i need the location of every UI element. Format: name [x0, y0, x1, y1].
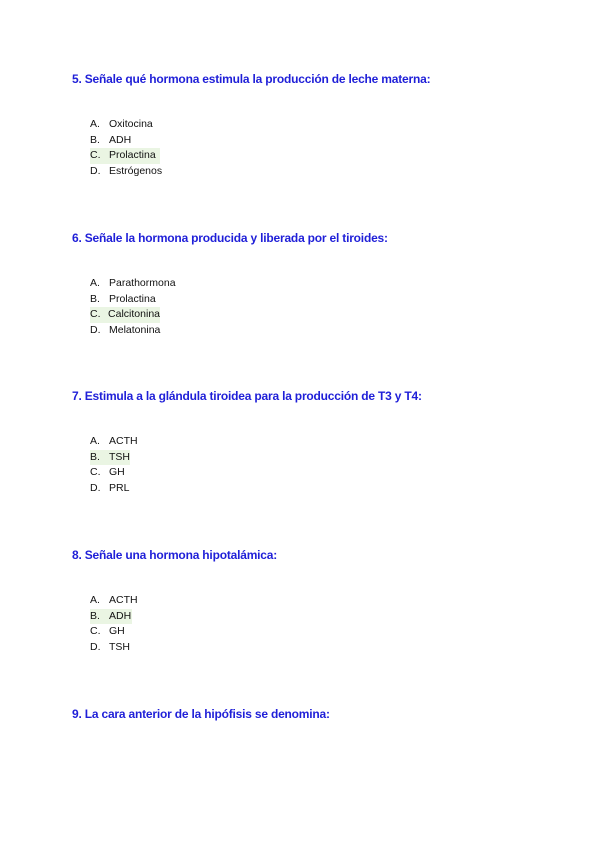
- option-letter: A.: [90, 118, 100, 130]
- option-b-highlighted: [90, 609, 132, 625]
- option-letter: D.: [90, 481, 101, 494]
- option-a: [90, 593, 572, 609]
- option-text: GH: [109, 625, 125, 638]
- option-letter: C.: [90, 466, 101, 479]
- option-b-highlighted: [90, 450, 130, 466]
- option-d: [90, 640, 572, 656]
- option-list: [90, 593, 572, 655]
- question-8: [72, 548, 572, 655]
- question-5: [72, 72, 572, 179]
- question-title: 7. Estimula a la glándula tiroidea para la producción de T3 y T4:: [72, 389, 422, 403]
- option-text: PRL: [109, 481, 130, 494]
- option-text: Prolactina: [109, 292, 156, 305]
- option-text: Oxitocina: [109, 118, 153, 130]
- question-title: 8. Señale una hormona hipotalámica:: [72, 548, 278, 562]
- option-text: Prolactina: [109, 149, 156, 162]
- question-6: [72, 231, 572, 338]
- option-text: ACTH: [109, 435, 138, 447]
- option-letter: B.: [90, 609, 100, 622]
- option-text: ACTH: [109, 594, 138, 606]
- option-letter: B.: [90, 292, 100, 305]
- option-letter: A.: [90, 435, 100, 447]
- option-d: [90, 164, 572, 180]
- option-letter: B.: [90, 450, 100, 463]
- option-text: GH: [109, 466, 125, 479]
- question-title: 5. Señale qué hormona estimula la producción de leche materna:: [72, 72, 431, 86]
- option-letter: D.: [90, 323, 101, 336]
- option-text: Melatonina: [109, 323, 161, 336]
- option-text: TSH: [109, 450, 130, 463]
- option-d: [90, 481, 572, 497]
- option-b: [90, 292, 572, 308]
- option-letter: C.: [90, 308, 101, 321]
- question-9: [72, 707, 572, 721]
- question-title: 9. La cara anterior de la hipófisis se denomina:: [72, 707, 330, 721]
- option-letter: B.: [90, 133, 100, 146]
- option-a: [90, 434, 572, 450]
- option-text: Parathormona: [109, 277, 176, 289]
- question-title: 6. Señale la hormona producida y liberada por el tiroides:: [72, 231, 388, 245]
- option-a: [90, 117, 572, 133]
- option-letter: C.: [90, 149, 101, 162]
- option-c-highlighted: [90, 307, 160, 323]
- option-list: [90, 117, 572, 179]
- option-c: [90, 624, 572, 640]
- option-c-highlighted: [90, 148, 160, 164]
- option-letter: C.: [90, 625, 101, 638]
- option-text: ADH: [109, 133, 132, 146]
- option-letter: A.: [90, 594, 100, 606]
- option-letter: A.: [90, 277, 100, 289]
- option-text: TSH: [109, 640, 130, 653]
- option-d: [90, 323, 572, 339]
- option-text: Estrógenos: [109, 164, 163, 177]
- option-a: [90, 276, 572, 292]
- question-7: [72, 389, 572, 496]
- option-list: [90, 276, 572, 338]
- option-letter: D.: [90, 640, 101, 653]
- option-text: ADH: [109, 609, 132, 622]
- option-text: Calcitonina: [108, 308, 160, 321]
- option-c: [90, 465, 572, 481]
- option-b: [90, 133, 572, 149]
- option-list: [90, 434, 572, 496]
- option-letter: D.: [90, 164, 101, 177]
